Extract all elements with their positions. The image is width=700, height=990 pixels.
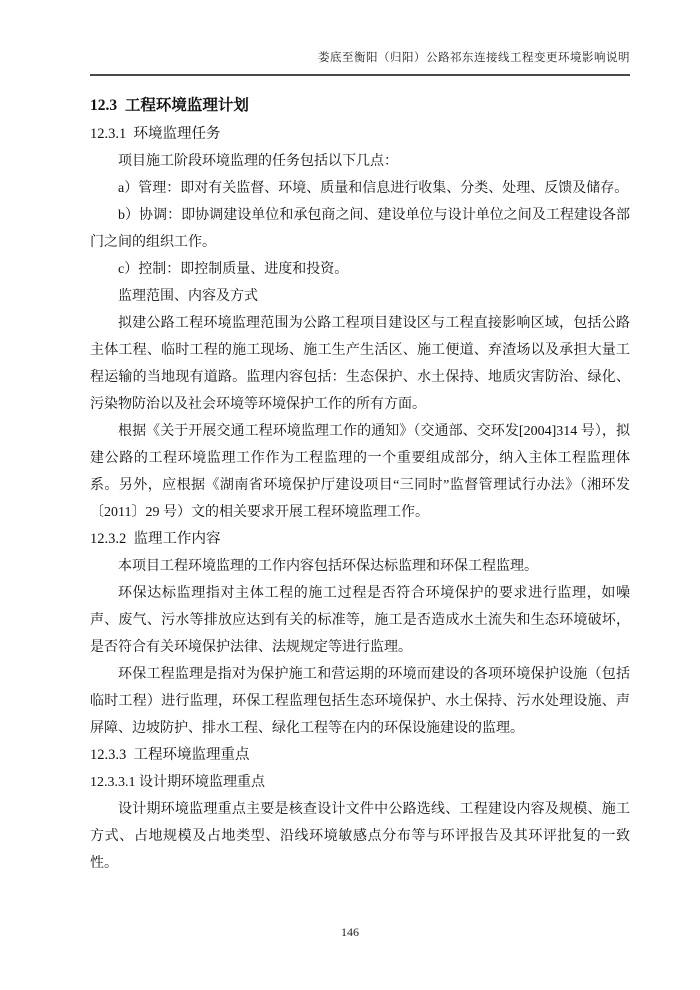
header-title: 娄底至衡阳（归阳）公路祁东连接线工程变更环境影响说明 bbox=[318, 52, 630, 64]
page-number: 146 bbox=[341, 925, 359, 939]
paragraph-item-a: a）管理：即对有关监督、环境、质量和信息进行收集、分类、处理、反馈及储存。 bbox=[118, 181, 629, 196]
page-footer bbox=[0, 925, 700, 940]
section-heading-12-3-3-1: 12.3.3.1 设计期环境监理重点 bbox=[90, 775, 265, 790]
paragraph-basis: 根据《关于开展交通工程环境监理工作的通知》（交通部、交环发[2004]314 号），拟建公路的工程环境监理工作作为工程监理的一个重要组成部分，纳入主体工程监理体系。另外，应根据《湖南省环境保护厅建设项目“三同时”监督管理试行办法》（湘环发〔2011〕29 号）文的相关要求开展工程环境监理工作。 bbox=[90, 424, 630, 520]
paragraph-scope-label: 监理范围、内容及方式 bbox=[118, 289, 258, 304]
section-heading-12-3: 12.3 工程环境监理计划 bbox=[90, 97, 249, 114]
section-heading-12-3-2: 12.3.2 监理工作内容 bbox=[90, 531, 221, 547]
paragraph-compliance: 环保达标监理指对主体工程的施工过程是否符合环境保护的要求进行监理，如噪声、废气、污水等排放应达到有关的标准等，施工是否造成水土流失和生态环境破坏，是否符合有关环境保护法律、法规规定等进行监理。 bbox=[90, 586, 630, 655]
paragraph-scope-detail: 拟建公路工程环境监理范围为公路工程项目建设区与工程直接影响区域，包括公路主体工程、临时工程的施工现场、施工生产生活区、施工便道、弃渣场以及承担大量工程运输的当地现有道路。监理内容包括：生态保护、水土保持、地质灾害防治、绿化、污染物防治以及社会环境等环境保护工作的所有方面。 bbox=[90, 316, 630, 412]
paragraph-facilities: 环保工程监理是指对为保护施工和营运期的环境而建设的各项环境保护设施（包括临时工程）进行监理，环保工程监理包括生态环境保护、水土保持、污水处理设施、声屏障、边坡防护、排水工程、绿化工程等在内的环保设施建设的监理。 bbox=[90, 667, 630, 736]
paragraph-tasks-intro: 项目施工阶段环境监理的任务包括以下几点： bbox=[118, 154, 398, 169]
paragraph-design-phase: 设计期环境监理重点主要是核查设计文件中公路选线、工程建设内容及规模、施工方式、占地规模及占地类型、沿线环境敏感点分布等与环评报告及其环评批复的一致性。 bbox=[90, 802, 630, 871]
paragraph-item-c: c）控制：即控制质量、进度和投资。 bbox=[118, 262, 349, 277]
paragraph-work-content: 本项目工程环境监理的工作内容包括环保达标监理和环保工程监理。 bbox=[118, 559, 538, 574]
section-heading-12-3-3: 12.3.3 工程环境监理重点 bbox=[90, 747, 250, 763]
page-header bbox=[90, 50, 630, 76]
document-body bbox=[90, 76, 630, 877]
paragraph-item-b: b）协调：即协调建设单位和承包商之间、建设单位与设计单位之间及工程建设各部门之间的组织工作。 bbox=[90, 208, 630, 250]
section-heading-12-3-1: 12.3.1 环境监理任务 bbox=[90, 126, 221, 142]
